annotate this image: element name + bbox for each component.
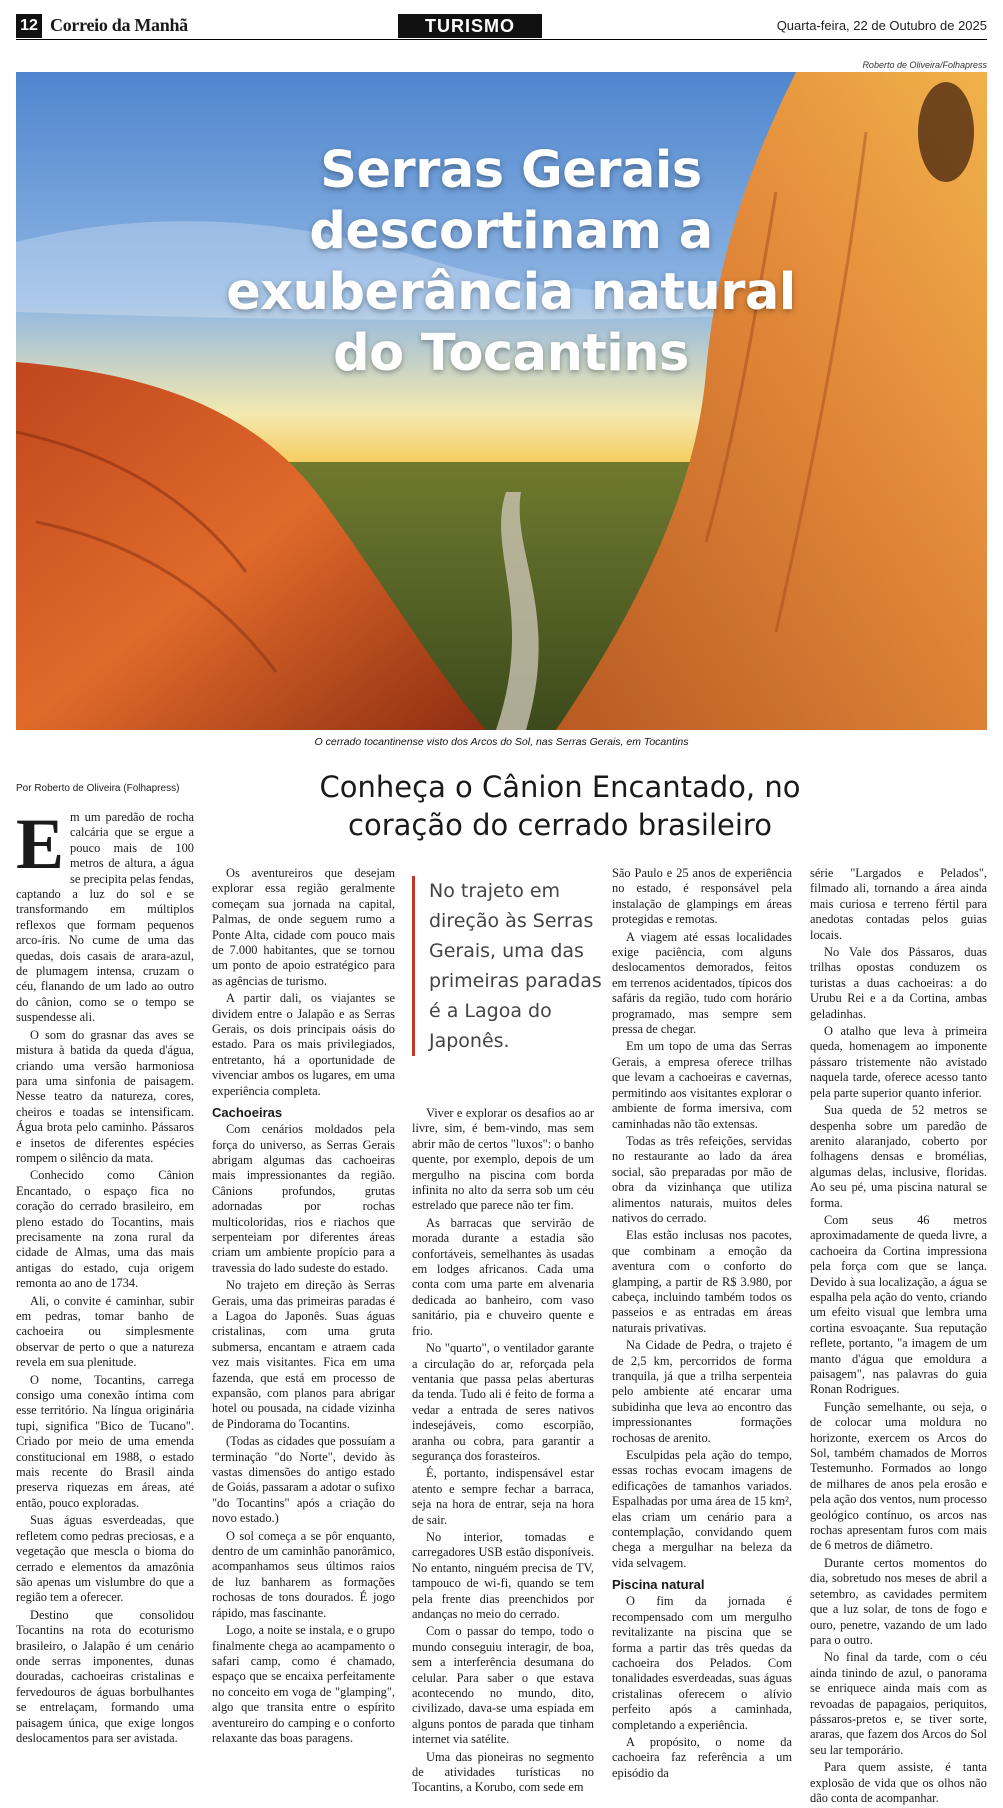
paragraph: Com seus 46 metros aproximadamente de queda livre, a cachoeira da Cortina impressiona pela força com que se lança. Devido à sua localização, a água se espalha pela ação do vento, criando um efeito visual que lembra uma cortina esvoaçante. Sua reputação reflete, portanto, "a imagem de um manto d'água que emoldura a paisagem", nas palavras do guia Ronan Rodrigues. [810,1212,987,1397]
paragraph: Durante certos momentos do dia, sobretudo nos meses de abril a setembro, as cavidades permitem que a luz solar, de tons de fogo e ouro, penetre, vazando de um lado para o outro. [810,1555,987,1647]
paragraph: São Paulo e 25 anos de experiência no estado, é responsável pela instalação de glampings em áreas protegidas e remotas. [612,866,792,927]
paragraph: Sua queda de 52 metros se despenha sobre um paredão de arenito alaranjado, coberto por folhagens densas e bromélias, algumas delas, inclusive, floridas. Ao seu pé, uma piscina natural se forma. [810,1103,987,1210]
paragraph: Uma das pioneiras no segmento de atividades turísticas no Tocantins, a Korubo, com sede em [412,1749,594,1795]
paragraph: No interior, tomadas e carregadores USB estão disponíveis. No entanto, ninguém precisa de TV, tampouco de wi-fi, quando se tem pela frente dias preenchidos por andanças no meio do cerrado. [412,1529,594,1621]
article-column-5 [810,866,987,1808]
paragraph: Função semelhante, ou seja, o de colocar uma moldura no horizonte, exercem os Arcos do Sol, também chamados de Morros Testemunho. Formados ao longo de milhares de anos pela erosão e pela ação dos ventos, num processo geológico contínuo, os arcos nas rochas apresentam furos com mais de 6 metros de diâmetro. [810,1399,987,1553]
masthead [16,14,987,40]
paragraph: Viver e explorar os desafios ao ar livre, sim, é bem-vindo, mas sem abrir mão de certos "luxos": o banho quente, por exemplo, depois de um mergulho na piscina com borda infinita no alto da serra sob um céu estrelado que parece não ter fim. [412,1106,594,1213]
paragraph: Com cenários moldados pela força do universo, as Serras Gerais abrigam algumas das cachoeiras mais impressionantes da região. Cânions profundos, grutas adornadas por rochas multicoloridas, rios e riachos que serpenteiam por diferentes áreas criam um ambiente propício para a travessia do lado sudeste do estado. [212,1122,395,1275]
paragraph: Os aventureiros que desejam explorar essa região geralmente começam sua jornada na capital, Palmas, de onde seguem rumo a Ponte Alta, cidade com pouco mais de 7.000 habitantes, que se tornou um ponto de apoio estratégico para as agências de turismo. [212,866,395,988]
paragraph: A partir dali, os viajantes se dividem entre o Jalapão e as Serras Gerais, os dois principais oásis do estado. Para os mais privilegiados, entretanto, há a oportunidade de vivenciar ambos os lugares, em uma experiência completa. [212,991,395,1098]
paragraph: Suas águas esverdeadas, que refletem como pedras preciosas, e a vegetação que mescla o bioma do cerrado e elementos da amazônia são apenas um vislumbre do que a região tem a oferecer. [16,1513,194,1605]
paragraph: A propósito, o nome da cachoeira faz referência a um episódio da [612,1734,792,1780]
article-column-3 [412,1106,594,1798]
paragraph: (Todas as cidades que possuíam a terminação "do Norte", devido às vastas dimensões do antigo estado de Goiás, passaram a adotar o sufixo "do Tocantins" após a criação do novo estado.) [212,1434,395,1526]
paragraph: Elas estão inclusas nos pacotes, que combinam a emoção da aventura com o conforto do glamping, a partir de R$ 3.980, por cabeça, incluindo também todos os passeios e as entradas em áreas naturais privativas. [612,1228,792,1335]
paragraph: Em um topo de uma das Serras Gerais, a empresa oferece trilhas que levam a cachoeiras e cavernas, permitindo aos visitantes explorar o ambiente de forma imersiva, com caminhadas não tão extensas. [612,1039,792,1131]
byline: Por Roberto de Oliveira (Folhapress) [16,783,180,794]
paragraph: Logo, a noite se instala, e o grupo finalmente chega ao acampamento o safari camp, como é chamado, espaço que se encaixa perfeitamente no conceito em voga de "glamping", algo que transita entre o espírito aventureiro do camping e o conforto relaxante das boas paragens. [212,1623,395,1745]
article-column-2 [212,866,395,1748]
paragraph: Em um paredão de rocha calcária que se ergue a pouco mais de 100 metros de altura, a água se precipita pelas fendas, captando a luz do sol e se transformando em múltiplos reflexos que formam pequenos arco-íris. No cume de uma das quedas, dois casais de arara-azul, de plumagem intensa, cruzam o céu, flanando de um lado ao outro do cânion, como se o tempo se suspendesse ali. [16,804,194,1025]
headline: Serras Gerais descortinam a exuberância natural do Tocantins [226,141,796,383]
pull-quote: No trajeto em direção às Serras Gerais, uma das primeiras paradas é a Lagoa do Japonês. [412,876,617,1056]
paragraph: Destino que consolidou Tocantins na rota do ecoturismo brasileiro, o Jalapão é um cenário onde serras imponentes, dunas douradas, cachoeiras cristalinas e fervedouros de águas borbulhantes se entrelaçam, formando uma paisagem única, que exige longos deslocamentos para ser avistada. [16,1607,194,1745]
article-column-4 [612,866,792,1783]
paragraph: No trajeto em direção às Serras Gerais, uma das primeiras paradas é a Lagoa do Japonês. Suas águas cristalinas, com uma gruta submersa, encantam e atraem cada vez mais visitantes. Fica em uma fazenda, que está em processo de expansão, com planos para abrigar hotel ou pousada, na cidade vizinha de Pindorama do Tocantins. [212,1278,395,1431]
masthead-rule [16,39,987,40]
subheadline: Conheça o Cânion Encantado, no coração do cerrado brasileiro [319,770,801,842]
section-heading: Piscina natural [612,1577,705,1593]
paragraph: Ali, o convite é caminhar, subir em pedras, tomar banho de cachoeira ou simplesmente observar de perto o que a natureza revela em sua plenitude. [16,1293,194,1370]
paragraph: O fim da jornada é recompensado com um mergulho revitalizante na piscina que se forma a partir das três quedas da cachoeira dos Pelados. Com tonalidades esverdeadas, suas águas cristalinas oferecem o alívio perfeito após a caminhada, completando a experiência. [612,1594,792,1732]
paragraph: O som do grasnar das aves se mistura à batida da queda d'água, criando uma versão harmoniosa para uma sinfonia de paisagem. Nesse teatro da natureza, cores, cheiros e toadas se intensificam. Água brota pelo caminho. Pássaros e insetos de diferentes espécies rompem o silêncio da mata. [16,1027,194,1165]
paragraph: Todas as três refeições, servidas no restaurante ao lado da área social, são preparadas por mão de obra da vizinhança que utiliza alimentos naturais, muitos deles nativos do cerrado. [612,1133,792,1225]
paragraph: É, portanto, indispensável estar atento e sempre fechar a barraca, seja na hora de entrar, seja na hora de sair. [412,1466,594,1527]
page-number: 12 [16,14,42,38]
paragraph: No final da tarde, com o céu ainda tinindo de azul, o panorama se enriquece ainda mais com as revoadas de papagaios, periquitos, pássaros-pretos e, se tiver sorte, araras, que fazem dos Arcos do Sol seu lar temporário. [810,1650,987,1757]
paragraph: série "Largados e Pelados", filmado ali, tornando a área ainda mais curiosa e terreno fértil para anedotas contadas pelos guias locais. [810,866,987,942]
paragraph: O nome, Tocantins, carrega consigo uma conexão íntima com esse território. Na língua originária tupi, significa "Bico de Tucano". Criado por meio de uma emenda constitucional em 1988, o estado mais recente do Brasil ainda preserva riquezas em áreas, até então, pouco exploradas. [16,1372,194,1510]
newspaper-name: Correio da Manhã [50,15,188,35]
hero-photo [16,72,987,730]
section-heading: Cachoeiras [212,1105,283,1121]
drop-cap: E [16,804,65,884]
paragraph: O atalho que leva à primeira queda, homenagem ao imponente pássaro tristemente não avistado naquela tarde, oferece acesso tanto pela parte superior quanto inferior. [810,1024,987,1100]
paragraph: Esculpidas pela ação do tempo, essas rochas evocam imagens de edificações de tamanhos variados. Espalhadas por uma área de 15 km², elas criam um cenário para a contemplação, convidando quem chega a mergulhar na beleza da vida selvagem. [612,1448,792,1570]
paragraph: A viagem até essas localidades exige paciência, com alguns deslocamentos demorados, feitos em terrenos acidentados, típicos dos safáris da região, tudo com horário programado, mas sempre sem pressa de chegar. [612,929,792,1037]
paragraph: Para quem assiste, é tanta explosão de vida que os olhos não dão conta de acompanhar. [810,1760,987,1805]
paragraph: As barracas que servirão de morada durante a estadia são confortáveis, semelhantes às usadas em lodges africanos. Cada uma conta com uma parte em alvenaria dedicada ao banheiro, com vaso sanitário, pia e chuveiro quente e frio. [412,1215,594,1338]
section-label: TURISMO [398,14,542,38]
paragraph: O sol começa a se pôr enquanto, dentro de um caminhão panorâmico, acompanhamos seus últimos raios de luz banharem as formações rochosas de tons dourados. É jogo rápido, mas fascinante. [212,1528,395,1620]
paragraph: Com o passar do tempo, todo o mundo conseguiu interagir, de boa, sem a interferência desumana do celular. Para saber o que estava acontecendo no mundo, dito, civilizado, dava-se uma espiada em alguns pontos de parada que tinham internet via satélite. [412,1624,594,1747]
article-column-1 [16,804,194,1748]
paragraph: No Vale dos Pássaros, duas trilhas opostas conduzem os turistas a duas cachoeiras: a do Urubu Rei e a da Cortina, ambas geladinhas. [810,945,987,1021]
paragraph: Na Cidade de Pedra, o trajeto é de 2,5 km, percorridos de forma tranquila, já que a trilha serpenteia pelo ambiente até encarar uma subidinha que leva ao encontro das impressionantes formações rochosas de arenito. [612,1338,792,1445]
issue-date: Quarta-feira, 22 de Outubro de 2025 [776,18,987,33]
paragraph: No "quarto", o ventilador garante a circulação do ar, reforçada pela ventania que passa pelas aberturas da tenda. Tudo ali é feito de forma a vedar a entrada de seres nativos indesejáveis, como escorpião, aranha ou cobra, para garantir a segurança dos forasteiros. [412,1341,594,1463]
paragraph: Conhecido como Cânion Encantado, o espaço fica no coração do cerrado brasileiro, em pleno estado do Tocantins, mais precisamente na zona rural da cidade de Almas, uma das mais antigas do estado, cuja origem remonta ao ano de 1734. [16,1168,194,1291]
photo-credit: Roberto de Oliveira/Folhapress [862,60,987,70]
photo-caption: O cerrado tocantinense visto dos Arcos do Sol, nas Serras Gerais, em Tocantins [314,736,689,748]
